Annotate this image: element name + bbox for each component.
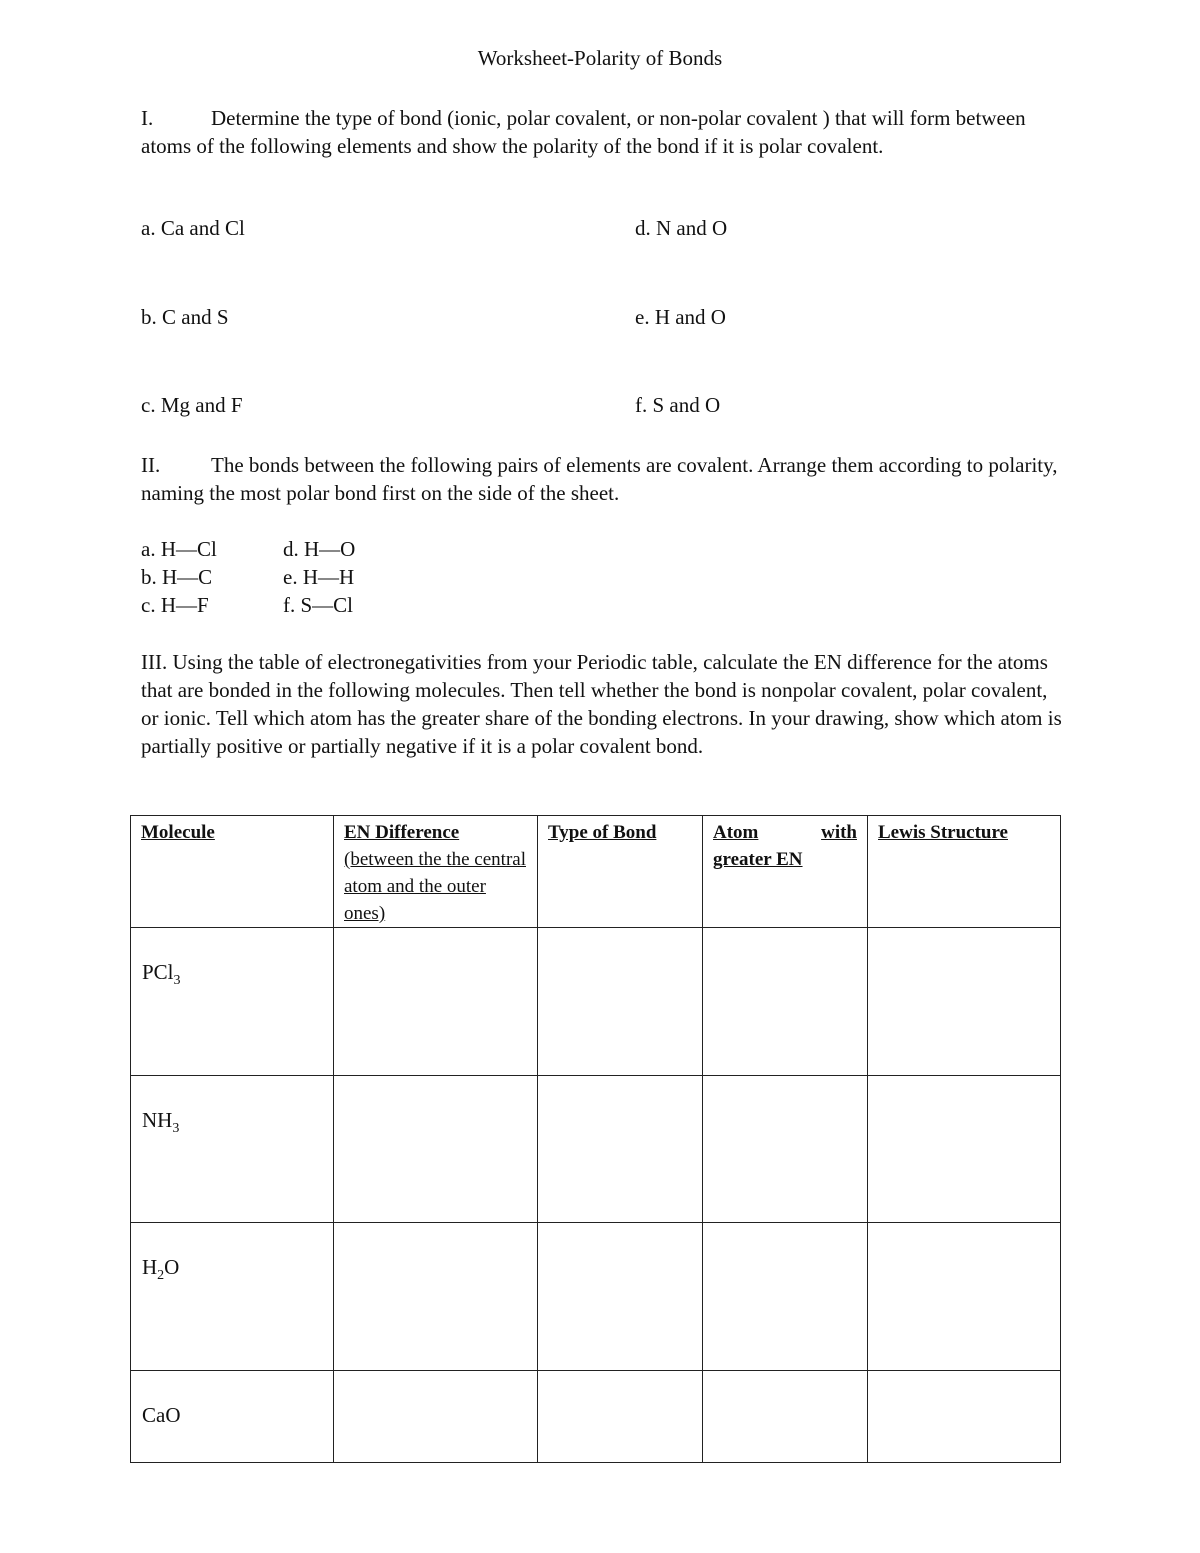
item-1b: b. C and S [141,305,229,329]
item-1e: e. H and O [635,305,726,329]
header-type-of-bond: Type of Bond [548,822,657,843]
section-1-instructions [141,104,1061,160]
header-greater-en: greater EN [713,849,803,870]
table-header-row [131,816,1061,928]
answer-cell[interactable] [703,1223,868,1371]
answer-cell[interactable] [334,1371,538,1463]
item-1f: f. S and O [635,393,721,417]
section-1-number: I. [141,106,154,130]
pair-2d: d. H—O [283,537,356,561]
item-1d: d. N and O [635,216,728,240]
header-atom-word: Atom [713,822,759,843]
table-row [131,1371,1061,1463]
molecule-pcl3: PCl$_3$ [142,960,181,989]
pair-2f: f. S—Cl [283,593,354,617]
molecule-cao: CaO [142,1403,181,1427]
molecule-nh3: $NH_3$ [142,1108,180,1137]
table-row [131,1223,1061,1371]
molecule-h2o: $H_2O$ [142,1255,180,1284]
header-molecule-cell [131,816,334,928]
section-2-number: II. [141,453,161,477]
pair-2a: a. H—Cl [141,537,217,561]
molecule-cell [131,1223,334,1371]
answer-cell[interactable] [538,1223,703,1371]
molecule-cell [131,1371,334,1463]
item-1a: a. Ca and Cl [141,216,245,240]
section-3-instructions: III. Using the table of electronegativities from your Periodic table, calculate the EN difference for the atoms that are bonded in the following molecules. Then tell whether the bond is nonpolar covalent, polar covalent, or ionic. Tell which atom has the greater share of the bonding electrons. In your drawing, show which atom is partially positive or partially negative if it is a polar covalent bond. [141,650,1062,758]
answer-cell[interactable] [538,1371,703,1463]
pair-2c: c. H—F [141,593,209,617]
pair-2b: b. H—C [141,565,213,589]
page-title: Worksheet-Polarity of Bonds [477,46,723,70]
bond-analysis-table [130,815,1061,1463]
answer-cell[interactable] [334,928,538,1076]
answer-cell[interactable] [538,928,703,1076]
header-en-difference: EN Difference [344,822,460,843]
header-with-word: with [821,822,857,843]
header-en-difference-cell [334,816,538,928]
answer-cell[interactable] [868,928,1061,1076]
table-row [131,928,1061,1076]
item-1c: c. Mg and F [141,393,243,417]
header-type-of-bond-cell [538,816,703,928]
section-1-text: Determine the type of bond (ionic, polar covalent, or non-polar covalent ) that will form between atoms of the following elements and show the polarity of the bond if it is polar covalent. [141,106,1026,158]
table-row [131,1076,1061,1223]
header-en-difference-note: (between the the central atom and the outer ones) [344,849,526,924]
answer-cell[interactable] [868,1223,1061,1371]
answer-cell[interactable] [868,1371,1061,1463]
answer-cell[interactable] [703,928,868,1076]
answer-cell[interactable] [538,1076,703,1223]
section-2-text: The bonds between the following pairs of elements are covalent. Arrange them according to polarity, naming the most polar bond first on the side of the sheet. [141,453,1058,505]
header-molecule: Molecule [141,822,215,843]
section-2-instructions [141,451,1061,507]
answer-cell[interactable] [868,1076,1061,1223]
answer-cell[interactable] [703,1371,868,1463]
answer-cell[interactable] [334,1076,538,1223]
answer-cell[interactable] [334,1223,538,1371]
header-lewis-structure: Lewis Structure [878,822,1008,843]
pair-2e: e. H—H [283,565,355,589]
molecule-cell [131,928,334,1076]
header-lewis-cell [868,816,1061,928]
molecule-cell [131,1076,334,1223]
header-atom-greater-en-cell [703,816,868,928]
answer-cell[interactable] [703,1076,868,1223]
